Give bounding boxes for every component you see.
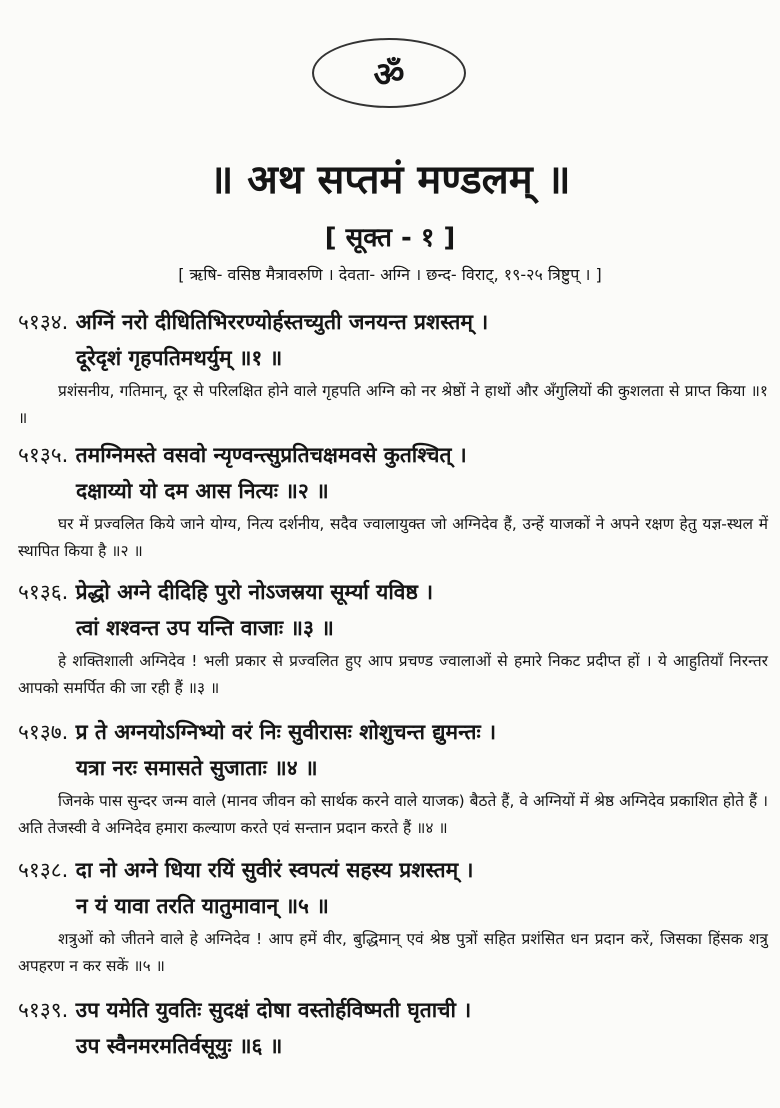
om-emblem bbox=[312, 38, 466, 108]
verse-block bbox=[18, 574, 768, 702]
verse-line-1 bbox=[18, 574, 768, 610]
verse-commentary: प्रशंसनीय, गतिमान्, दूर से परिलक्षित होने वाले गृहपति अग्नि को नर श्रेष्ठों ने हाथों और अँगुलियों की कुशलता से प्राप्त किया ॥१ ॥ bbox=[18, 382, 768, 427]
verse-block bbox=[18, 304, 768, 432]
verse-line-1 bbox=[18, 714, 768, 750]
verse-text: तमग्निमस्ते वसवो न्यृण्वन्त्सुप्रतिचक्षमवसे कुतश्चित् । bbox=[75, 443, 467, 467]
verse-number: ५१३९. bbox=[18, 998, 69, 1022]
verse-block bbox=[18, 437, 768, 565]
verse-commentary: शत्रुओं को जीतने वाले हे अग्निदेव ! आप हमें वीर, बुद्धिमान् एवं श्रेष्ठ पुत्रों सहित प्रशंसित धन प्रदान करें, जिसका हिंसक शत्रु अपहरण न कर सकें ॥५ ॥ bbox=[18, 930, 768, 975]
verse-commentary: घर में प्रज्वलित किये जाने योग्य, नित्य दर्शनीय, सदैव ज्वालायुक्त जो अग्निदेव हैं, उन्हें याजकों ने अपने रक्षण हेतु यज्ञ-स्थल में स्थापित किया है ॥२ ॥ bbox=[18, 515, 768, 560]
verse-number: ५१३८. bbox=[18, 858, 69, 882]
sukta-heading: [ सूक्त - १ ] bbox=[324, 223, 456, 253]
verse-line-1 bbox=[18, 992, 768, 1028]
page-title: ॥ अथ सप्तमं मण्डलम् ॥ bbox=[209, 157, 571, 203]
verse-number: ५१३४. bbox=[18, 310, 69, 334]
verse-line-2: न यं यावा तरति यातुमावान् ॥५ ॥ bbox=[76, 894, 329, 918]
verse-line-2: त्वां शश्वन्त उप यन्ति वाजाः ॥३ ॥ bbox=[76, 616, 334, 640]
verse-block bbox=[18, 714, 768, 842]
verse-line-2: दक्षाय्यो यो दम आस नित्यः ॥२ ॥ bbox=[76, 479, 329, 503]
verse-text: दा नो अग्ने धिया रयिं सुवीरं स्वपत्यं सहस्य प्रशस्तम् । bbox=[75, 858, 474, 882]
verse-number: ५१३५. bbox=[18, 443, 69, 467]
verse-line-1 bbox=[18, 852, 768, 888]
verse-commentary: जिनके पास सुन्दर जन्म वाले (मानव जीवन को सार्थक करने वाले याजक) बैठते हैं, वे अग्नियों में श्रेष्ठ अग्निदेव प्रकाशित होते हैं । अति तेजस्वी वे अग्निदेव हमारा कल्याण करते एवं सन्तान प्रदान करते हैं ॥४ ॥ bbox=[18, 792, 768, 837]
verse-text: उप यमेति युवतिः सुदक्षं दोषा वस्तोर्हविष्मती घृताची । bbox=[75, 998, 472, 1022]
verse-text: अग्निं नरो दीधितिभिररण्योर्हस्तच्युती जनयन्त प्रशस्तम् । bbox=[75, 310, 489, 334]
verse-text: प्र ते अग्नयोऽग्निभ्यो वरं निः सुवीरासः शोशुचन्त द्युमन्तः । bbox=[75, 720, 497, 744]
verse-number: ५१३६. bbox=[18, 580, 69, 604]
verse-text: प्रेद्धो अग्ने दीदिहि पुरो नोऽजस्रया सूर्म्या यविष्ठ । bbox=[75, 580, 434, 604]
verse-block bbox=[18, 992, 768, 1064]
verse-number: ५१३७. bbox=[18, 720, 69, 744]
sukta-metadata: [ ऋषि- वसिष्ठ मैत्रावरुणि । देवता- अग्नि । छन्द- विराट्, १९-२५ त्रिष्टुप् । ] bbox=[178, 265, 602, 284]
om-symbol: ॐ bbox=[373, 55, 405, 95]
verse-line-2: उप स्वैनमरमतिर्वसूयुः ॥६ ॥ bbox=[76, 1034, 283, 1058]
verse-line-1 bbox=[18, 304, 768, 340]
verse-block bbox=[18, 852, 768, 980]
verse-line-2: यत्रा नरः समासते सुजाताः ॥४ ॥ bbox=[76, 756, 318, 780]
verse-line-2: दूरेदृशं गृहपतिमथर्युम् ॥१ ॥ bbox=[76, 346, 283, 370]
verse-line-1 bbox=[18, 437, 768, 473]
verse-commentary: हे शक्तिशाली अग्निदेव ! भली प्रकार से प्रज्वलित हुए आप प्रचण्ड ज्वालाओं से हमारे निकट प्रदीप्त हों । ये आहुतियाँ निरन्तर आपको समर्पित की जा रही हैं ॥३ ॥ bbox=[18, 652, 768, 697]
